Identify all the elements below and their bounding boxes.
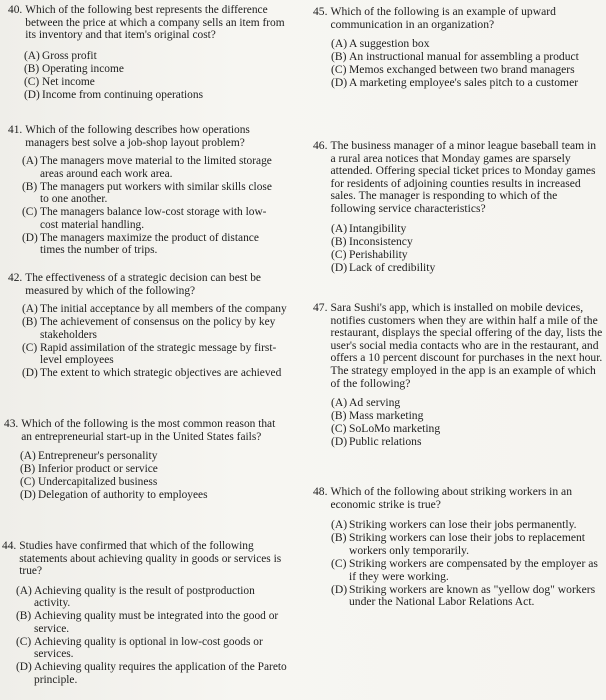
question-47 xyxy=(313,302,605,450)
question-text: Which of the following best represents the difference between the price at which a company sells an item from its inventory and that item's original cost? xyxy=(25,4,285,41)
question-45 xyxy=(313,6,601,91)
option-b[interactable]: (B) Striking workers can lose their jobs to replacement workers only temporarily. xyxy=(331,531,585,557)
question-number: 40. xyxy=(8,4,23,16)
option-c[interactable]: (C) Perishability xyxy=(331,247,408,261)
question-text: Sara Sushi's app, which is installed on mobile devices, notifies customers when they are within half a mile of the restaurant, displays the special offering of the day, lists the user's social media contacts who are in the restaurant, and offers a 10 percent discount for purchases in the next hour. The strategy employed in the app is an example of which of the following? xyxy=(330,301,603,390)
option-d[interactable]: (D) A marketing employee's sales pitch to a customer xyxy=(331,76,579,90)
question-stem xyxy=(8,124,282,149)
question-text: Which of the following about striking workers in an economic strike is true? xyxy=(330,485,572,511)
option-c[interactable]: (C) Rapid assimilation of the strategic message by first-level employees xyxy=(22,341,277,366)
question-stem xyxy=(8,272,288,297)
option-c[interactable]: (C) SoLoMo marketing xyxy=(331,422,441,436)
question-stem xyxy=(4,418,286,443)
question-46 xyxy=(313,140,603,275)
question-43 xyxy=(4,418,286,502)
question-number: 45. xyxy=(313,5,328,18)
option-b[interactable]: (B) Inferior product or service xyxy=(20,463,158,475)
option-d[interactable]: (D) Lack of credibility xyxy=(331,260,436,274)
option-d[interactable]: (D) Achieving quality requires the application of the Pareto principle. xyxy=(16,661,287,686)
question-44 xyxy=(2,540,288,687)
option-a[interactable]: (A) Gross profit xyxy=(24,49,97,62)
option-a[interactable]: (A) A suggestion box xyxy=(331,37,430,51)
option-c[interactable]: (C) The managers balance low-cost storage with low-cost material handling. xyxy=(22,206,267,231)
option-b[interactable]: (B) Inconsistency xyxy=(331,234,413,248)
question-stem xyxy=(8,4,288,42)
option-b[interactable]: (B) Achieving quality must be integrated into the good or service. xyxy=(16,610,279,635)
question-40 xyxy=(8,4,288,102)
question-number: 42. xyxy=(8,272,23,284)
option-list xyxy=(331,38,601,90)
option-a[interactable]: (A) Entrepreneur's personality xyxy=(20,450,158,462)
option-list xyxy=(20,450,286,502)
option-b[interactable]: (B) An instructional manual for assembling a product xyxy=(331,50,579,64)
option-a[interactable]: (A) Intangibility xyxy=(331,221,407,235)
question-number: 48. xyxy=(313,485,328,498)
option-b[interactable]: (B) Mass marketing xyxy=(331,409,424,423)
question-text: Which of the following describes how operations managers best solve a job-shop layout problem? xyxy=(25,124,250,149)
question-number: 46. xyxy=(313,139,328,152)
option-b[interactable]: (B) The achievement of consensus on the policy by key stakeholders xyxy=(22,316,276,341)
option-a[interactable]: (A) The initial acceptance by all members of the company xyxy=(22,303,287,315)
option-d[interactable]: (D) Public relations xyxy=(331,435,422,449)
question-number: 43. xyxy=(4,418,19,430)
question-48 xyxy=(313,486,605,609)
question-stem xyxy=(313,302,605,390)
option-d[interactable]: (D) Income from continuing operations xyxy=(24,88,204,101)
question-stem xyxy=(313,486,605,511)
question-text: The business manager of a minor league baseball team in a rural area notices that Monday games are sparsely attended. Offering special ticket prices to Monday games for residents of adjoining counties results in increased sales. The manager is responding to which of the following service characteristics? xyxy=(330,139,597,215)
option-d[interactable]: (D) Delegation of authority to employees xyxy=(20,489,208,501)
question-stem xyxy=(313,6,601,31)
question-number: 47. xyxy=(313,301,328,314)
option-list xyxy=(331,397,605,449)
question-number: 44. xyxy=(2,540,17,552)
question-41 xyxy=(8,124,282,257)
option-a[interactable]: (A) Ad serving xyxy=(331,396,401,410)
option-b[interactable]: (B) The managers put workers with similar skills close to one another. xyxy=(22,180,272,205)
option-c[interactable]: (C) Undercapitalized business xyxy=(20,476,158,488)
option-list xyxy=(331,519,605,609)
option-list xyxy=(22,155,282,257)
option-d[interactable]: (D) The managers maximize the product of distance times the number of trips. xyxy=(22,231,259,256)
option-list xyxy=(22,303,288,380)
option-list xyxy=(16,585,288,687)
question-stem xyxy=(2,540,288,578)
question-text: The effectiveness of a strategic decision can best be measured by which of the following? xyxy=(25,272,261,297)
option-c[interactable]: (C) Memos exchanged between two brand managers xyxy=(331,63,575,77)
question-stem xyxy=(313,140,603,216)
option-list xyxy=(24,50,288,102)
question-text: Studies have confirmed that which of the following statements about achieving quality in goods or services is true? xyxy=(19,540,282,577)
question-number: 41. xyxy=(8,124,23,136)
option-list xyxy=(331,223,603,275)
option-c[interactable]: (C) Achieving quality is optional in low-cost goods or services. xyxy=(16,635,263,660)
question-42 xyxy=(8,272,288,380)
option-d[interactable]: (D) Striking workers are known as "yellow dog" workers under the National Labor Relations Act. xyxy=(331,582,596,609)
question-text: Which of the following is the most common reason that an entrepreneurial start-up in the United States fails? xyxy=(21,418,276,443)
option-a[interactable]: (A) Striking workers can lose their jobs permanently. xyxy=(331,518,577,532)
option-c[interactable]: (C) Striking workers are compensated by the employer as if they were working. xyxy=(331,556,598,583)
option-a[interactable]: (A) The managers move material to the limited storage areas around each work area. xyxy=(22,155,272,180)
option-d[interactable]: (D) The extent to which strategic objectives are achieved xyxy=(22,367,282,379)
question-text: Which of the following is an example of upward communication in an organization? xyxy=(330,5,556,31)
option-c[interactable]: (C) Net income xyxy=(24,75,95,88)
option-a[interactable]: (A) Achieving quality is the result of postproduction activity. xyxy=(16,584,255,609)
option-b[interactable]: (B) Operating income xyxy=(24,62,124,75)
